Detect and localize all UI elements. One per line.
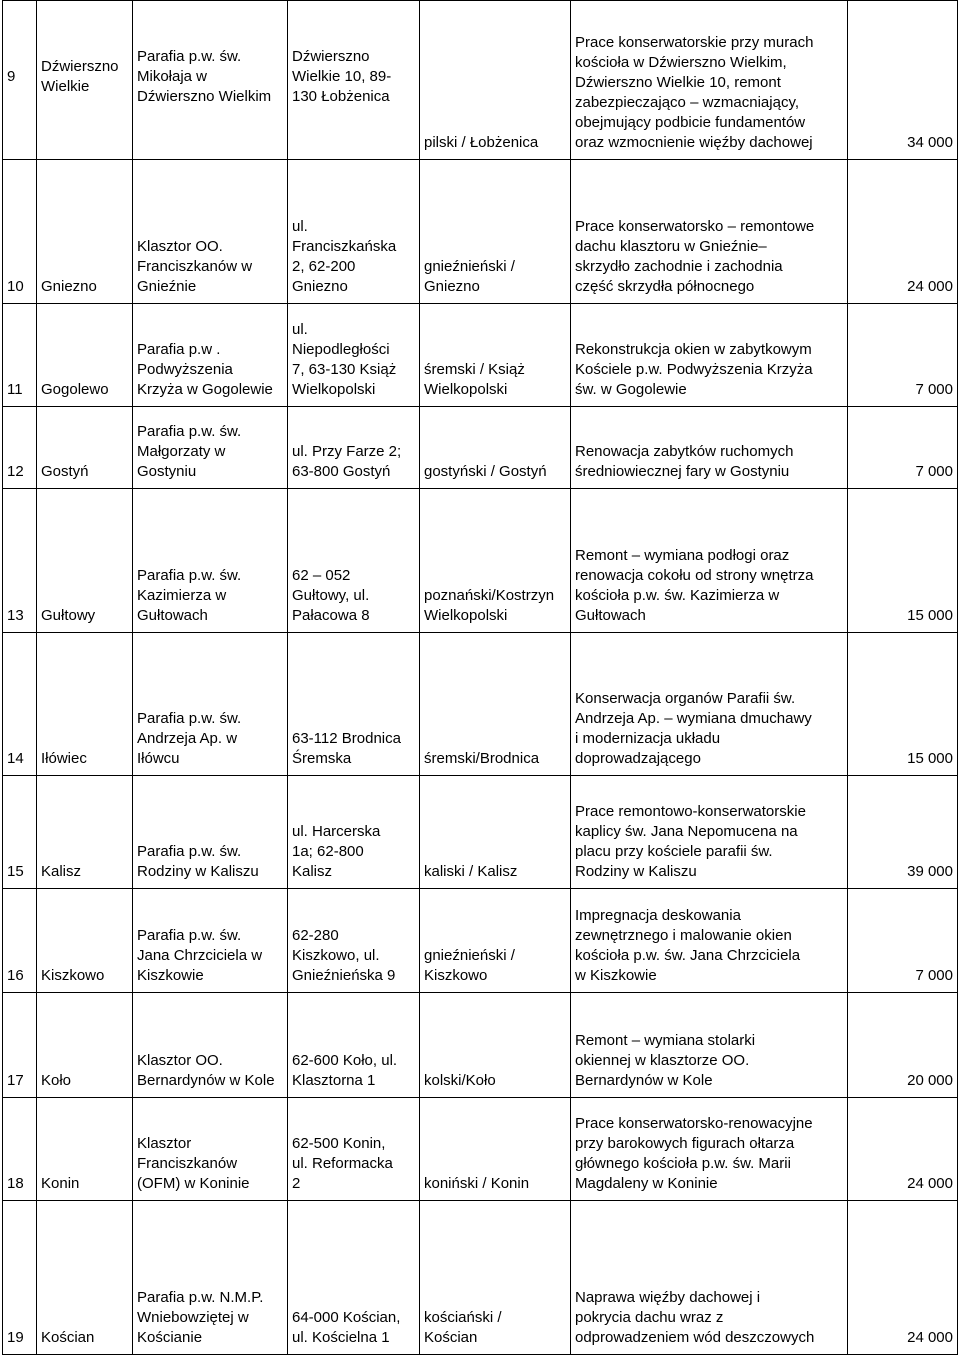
description-cell: Renowacja zabytków ruchomych średniowiecznej fary w Gostyniu <box>571 407 848 489</box>
amount-cell: 7 000 <box>848 407 958 489</box>
row-number: 12 <box>3 407 37 489</box>
row-number: 13 <box>3 489 37 633</box>
address-cell: ul. Niepodległości 7, 63-130 Książ Wielkopolski <box>288 304 420 407</box>
amount-cell: 15 000 <box>848 489 958 633</box>
description-cell: Prace remontowo-konserwatorskie kaplicy św. Jana Nepomucena na placu przy kościele parafii św. Rodziny w Kaliszu <box>571 776 848 889</box>
amount-cell: 20 000 <box>848 993 958 1098</box>
address-cell: 62 – 052 Gułtowy, ul. Pałacowa 8 <box>288 489 420 633</box>
address-cell: ul. Harcerska 1a; 62-800 Kalisz <box>288 776 420 889</box>
county-cell: gnieźnieński / Kiszkowo <box>420 889 571 993</box>
row-number: 14 <box>3 633 37 776</box>
table-row <box>3 776 958 889</box>
place-cell: Iłówiec <box>37 633 133 776</box>
row-number: 11 <box>3 304 37 407</box>
parish-cell: Klasztor Franciszkanów (OFM) w Koninie <box>133 1098 288 1201</box>
description-cell: Prace konserwatorsko-renowacyjne przy barokowych figurach ołtarza głównego kościoła p.w. św. Marii Magdaleny w Koninie <box>571 1098 848 1201</box>
amount-cell: 7 000 <box>848 889 958 993</box>
county-cell: kolski/Koło <box>420 993 571 1098</box>
description-cell: Remont – wymiana podłogi oraz renowacja cokołu od strony wnętrza kościoła p.w. św. Kazimierza w Gułtowach <box>571 489 848 633</box>
county-cell: śremski / Książ Wielkopolski <box>420 304 571 407</box>
row-number: 9 <box>3 1 37 160</box>
place-cell: Gułtowy <box>37 489 133 633</box>
row-number: 19 <box>3 1201 37 1355</box>
county-cell: śremski/Brodnica <box>420 633 571 776</box>
table-row <box>3 889 958 993</box>
amount-cell: 24 000 <box>848 1201 958 1355</box>
address-cell: 62-600 Koło, ul. Klasztorna 1 <box>288 993 420 1098</box>
description-cell: Naprawa więźby dachowej i pokrycia dachu wraz z odprowadzeniem wód deszczowych <box>571 1201 848 1355</box>
amount-cell: 34 000 <box>848 1 958 160</box>
address-cell: Dźwierszno Wielkie 10, 89- 130 Łobżenica <box>288 1 420 160</box>
description-cell: Konserwacja organów Parafii św. Andrzeja Ap. – wymiana dmuchawy i modernizacja układu doprowadzającego <box>571 633 848 776</box>
place-cell: Kościan <box>37 1201 133 1355</box>
table-row <box>3 160 958 304</box>
amount-cell: 7 000 <box>848 304 958 407</box>
parish-cell: Parafia p.w. św. Rodziny w Kaliszu <box>133 776 288 889</box>
row-number: 17 <box>3 993 37 1098</box>
table-row <box>3 407 958 489</box>
parish-cell: Klasztor OO. Bernardynów w Kole <box>133 993 288 1098</box>
parish-cell: Klasztor OO. Franciszkanów w Gnieźnie <box>133 160 288 304</box>
table-row <box>3 993 958 1098</box>
table-row <box>3 1 958 160</box>
row-number: 10 <box>3 160 37 304</box>
parish-cell: Parafia p.w. św. Kazimierza w Gułtowach <box>133 489 288 633</box>
description-cell: Remont – wymiana stolarki okiennej w klasztorze OO. Bernardynów w Kole <box>571 993 848 1098</box>
table-row <box>3 1201 958 1355</box>
amount-cell: 15 000 <box>848 633 958 776</box>
table-row <box>3 304 958 407</box>
description-cell: Prace konserwatorskie przy murach kościoła w Dźwierszno Wielkim, Dźwierszno Wielkie 10, remont zabezpieczająco – wzmacniający, obejmujący podbicie fundamentów oraz wzmocnienie więźby dachowej <box>571 1 848 160</box>
place-cell: Koło <box>37 993 133 1098</box>
county-cell: kaliski / Kalisz <box>420 776 571 889</box>
place-cell: Gniezno <box>37 160 133 304</box>
place-cell: Gostyń <box>37 407 133 489</box>
place-cell: Kiszkowo <box>37 889 133 993</box>
county-cell: kościański / Kościan <box>420 1201 571 1355</box>
parish-cell: Parafia p.w. św. Małgorzaty w Gostyniu <box>133 407 288 489</box>
parish-cell: Parafia p.w. św. Jana Chrzciciela w Kiszkowie <box>133 889 288 993</box>
address-cell: 62-280 Kiszkowo, ul. Gnieźnieńska 9 <box>288 889 420 993</box>
address-cell: 64-000 Kościan, ul. Kościelna 1 <box>288 1201 420 1355</box>
amount-cell: 39 000 <box>848 776 958 889</box>
row-number: 16 <box>3 889 37 993</box>
county-cell: koniński / Konin <box>420 1098 571 1201</box>
parish-cell: Parafia p.w. św. Andrzeja Ap. w Iłówcu <box>133 633 288 776</box>
amount-cell: 24 000 <box>848 1098 958 1201</box>
row-number: 18 <box>3 1098 37 1201</box>
table-row <box>3 1098 958 1201</box>
place-cell: Konin <box>37 1098 133 1201</box>
county-cell: poznański/Kostrzyn Wielkopolski <box>420 489 571 633</box>
place-cell: Kalisz <box>37 776 133 889</box>
county-cell: gnieźnieński / Gniezno <box>420 160 571 304</box>
description-cell: Rekonstrukcja okien w zabytkowym Kościele p.w. Podwyższenia Krzyża św. w Gogolewie <box>571 304 848 407</box>
address-cell: ul. Przy Farze 2; 63-800 Gostyń <box>288 407 420 489</box>
parish-cell: Parafia p.w. N.M.P. Wniebowziętej w Kościanie <box>133 1201 288 1355</box>
county-cell: pilski / Łobżenica <box>420 1 571 160</box>
table-row <box>3 633 958 776</box>
place-cell: Dźwierszno Wielkie <box>37 1 133 160</box>
address-cell: ul. Franciszkańska 2, 62-200 Gniezno <box>288 160 420 304</box>
address-cell: 63-112 Brodnica Śremska <box>288 633 420 776</box>
parish-cell: Parafia p.w. św. Mikołaja w Dźwierszno Wielkim <box>133 1 288 160</box>
place-cell: Gogolewo <box>37 304 133 407</box>
table-row <box>3 489 958 633</box>
parish-cell: Parafia p.w . Podwyższenia Krzyża w Gogolewie <box>133 304 288 407</box>
amount-cell: 24 000 <box>848 160 958 304</box>
address-cell: 62-500 Konin, ul. Reformacka 2 <box>288 1098 420 1201</box>
description-cell: Prace konserwatorsko – remontowe dachu klasztoru w Gnieźnie– skrzydło zachodnie i zachodnia część skrzydła północnego <box>571 160 848 304</box>
grants-table <box>2 0 958 1355</box>
row-number: 15 <box>3 776 37 889</box>
description-cell: Impregnacja deskowania zewnętrznego i malowanie okien kościoła p.w. św. Jana Chrzciciela w Kiszkowie <box>571 889 848 993</box>
county-cell: gostyński / Gostyń <box>420 407 571 489</box>
